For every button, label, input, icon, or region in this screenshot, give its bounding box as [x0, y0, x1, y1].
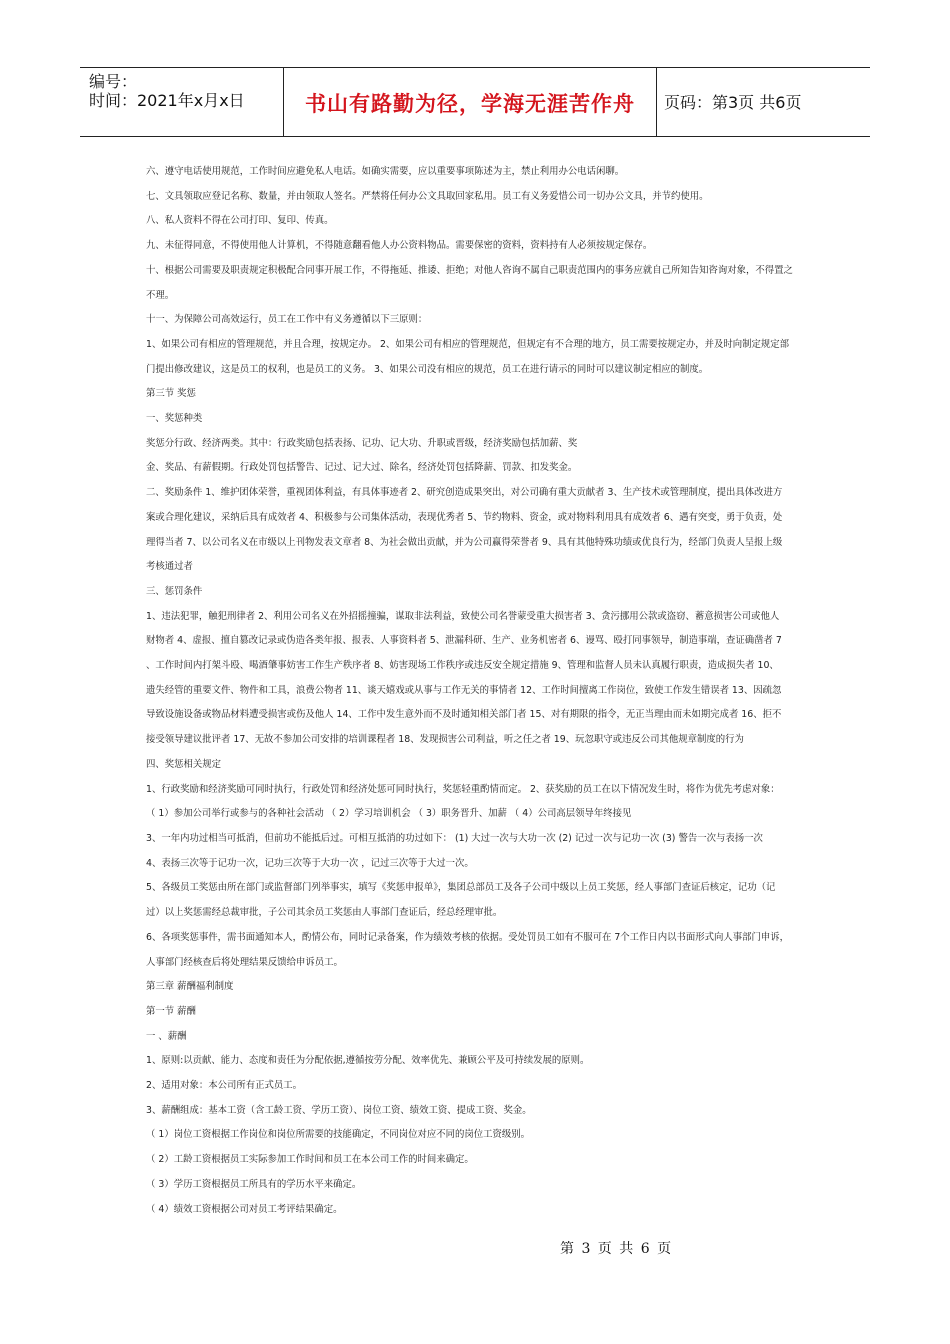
paragraph-line: （ 1）参加公司举行或参与的各种社会活动 （ 2）学习培训机会 （ 3）职务晋升、加薪 （ 4）公司高层领导年终接见: [146, 808, 632, 820]
document-number-label: 编号：: [89, 72, 138, 91]
paragraph-line: 十、根据公司需要及职责规定积极配合同事开展工作，不得拖延、推诿、拒绝；对他人咨询不属自己职责范围内的事务应就自己所知告知咨询对象，不得置之: [146, 264, 793, 276]
paragraph-line: 第三章 薪酬福利制度: [146, 981, 234, 993]
paragraph-line: 考核通过者: [146, 561, 193, 573]
paragraph-line: 奖惩分行政、经济两类。其中：行政奖励包括表扬、记功、记大功、升职或晋级，经济奖励包括加薪、奖: [146, 437, 578, 449]
paragraph-line: 一 、薪酬: [146, 1030, 187, 1042]
header-meta-cell: [80, 68, 283, 136]
paragraph-line: 门提出修改建议，这是员工的权利，也是员工的义务。 3、如果公司没有相应的规范，员工在进行请示的同时可以建议制定相应的制度。: [146, 363, 709, 375]
header-motto: 书山有路勤为径，学海无涯苦作舟: [305, 92, 635, 116]
paragraph-line: 3、一年内功过相当可抵消，但前功不能抵后过。可相互抵消的功过如下： (1) 大过一次与大功一次 (2) 记过一次与记功一次 (3) 警告一次与表扬一次: [146, 832, 763, 844]
paragraph-line: 、工作时间内打架斗殴、喝酒肇事妨害工作生产秩序者 8、妨害现场工作秩序或违反安全规定措施 9、管理和监督人员未认真履行职责，造成损失者 10、: [146, 660, 779, 672]
paragraph-line: 1、行政奖励和经济奖励可同时执行，行政处罚和经济处惩可同时执行，奖惩轻重酌情而定。 2、获奖励的员工在以下情况发生时，将作为优先考虑对象：: [146, 783, 780, 795]
document-time-label: 时间：2021年x月x日: [89, 91, 245, 110]
paragraph-line: 金、奖品、有薪假期。行政处罚包括警告、记过、记大过、除名，经济处罚包括降薪、罚款、扣发奖金。: [146, 462, 578, 474]
paragraph-line: 4、表扬三次等于记功一次，记功三次等于大功一次 ，记过三次等于大过一次。: [146, 857, 474, 869]
paragraph-line: 2、适用对象：本公司所有正式员工。: [146, 1080, 302, 1092]
paragraph-line: （ 3）学历工资根据员工所具有的学历水平来确定。: [146, 1178, 362, 1190]
paragraph-line: 三、惩罚条件: [146, 585, 203, 597]
document-header: [80, 67, 870, 137]
paragraph-line: 接受领导建议批评者 17、无故不参加公司安排的培训课程者 18、发现损害公司利益，听之任之者 19、玩忽职守或违反公司其他规章制度的行为: [146, 734, 744, 746]
paragraph-line: 理得当者 7、以公司名义在市级以上刊物发表文章者 8、为社会做出贡献，并为公司赢得荣誉者 9、具有其他特殊功绩或优良行为，经部门负责人呈报上级: [146, 536, 783, 548]
paragraph-line: 第一节 薪酬: [146, 1005, 196, 1017]
header-motto-cell: [283, 68, 657, 136]
footer-page-number: 第 3 页 共 6 页: [560, 1241, 672, 1257]
paragraph-line: 一、奖惩种类: [146, 413, 203, 425]
paragraph-line: 过）以上奖惩需经总裁审批，子公司其余员工奖惩由人事部门查证后，经总经理审批。: [146, 907, 503, 919]
paragraph-line: 六、遵守电话使用规范，工作时间应避免私人电话。如确实需要，应以重要事项陈述为主，禁止利用办公电话闲聊。: [146, 166, 625, 177]
paragraph-line: 九、未征得同意，不得使用他人计算机，不得随意翻看他人办公资料物品。需要保密的资料，资料持有人必须按规定保存。: [146, 240, 653, 252]
paragraph-line: 1、原则:以贡献、能力、态度和责任为分配依据,遵循按劳分配、效率优先、兼顾公平及可持续发展的原则。: [146, 1055, 590, 1067]
paragraph-line: 第三节 奖惩: [146, 388, 196, 400]
paragraph-line: 八、私人资料不得在公司打印、复印、传真。: [146, 215, 334, 227]
paragraph-line: 6、各项奖惩事件，需书面通知本人，酌情公布，同时记录备案，作为绩效考核的依据。受处罚员工如有不服可在 7个工作日内以书面形式向人事部门申诉，: [146, 931, 790, 943]
paragraph-line: 人事部门经核查后将处理结果反馈给申诉员工。: [146, 956, 343, 968]
paragraph-line: 1、如果公司有相应的管理规范，并且合理，按规定办。 2、如果公司有相应的管理规范，但规定有不合理的地方，员工需要按规定办，并及时向制定规定部: [146, 338, 790, 350]
paragraph-line: 导致设施设备或物品材料遭受损害或伤及他人 14、工作中发生意外而不及时通知相关部门者 15、对有期限的指令，无正当理由而未如期完成者 16、拒不: [146, 709, 782, 721]
paragraph-line: 遗失经管的重要文件、物件和工具，浪费公物者 11、谈天嬉戏或从事与工作无关的事情者 12、工作时间擅离工作岗位，致使工作发生错误者 13、因疏忽: [146, 684, 782, 696]
paragraph-line: 3、薪酬组成：基本工资（含工龄工资、学历工资）、岗位工资、绩效工资、提成工资、奖金。: [146, 1104, 532, 1116]
header-page-number: 页码：第3页 共6页: [664, 93, 802, 112]
paragraph-line: 二、奖励条件 1、维护团体荣誉，重视团体利益，有具体事迹者 2、研究创造成果突出，对公司确有重大贡献者 3、生产技术或管理制度，提出具体改进方: [146, 487, 783, 499]
paragraph-line: 案或合理化建议，采纳后具有成效者 4、积极参与公司集体活动，表现优秀者 5、节约物料、资金，或对物料利用具有成效者 6、遇有突变，勇于负责，处: [146, 511, 783, 523]
paragraph-line: （ 4）绩效工资根据公司对员工考评结果确定。: [146, 1203, 343, 1215]
paragraph-line: 七、文具领取应登记名称、数量，并由领取人签名。严禁将任何办公文具取回家私用。员工有义务爱惜公司一切办公文具，并节约使用。: [146, 190, 709, 202]
paragraph-line: 5、各级员工奖惩由所在部门或监督部门列举事实，填写《奖惩申报单》，集团总部员工及各子公司中级以上员工奖惩，经人事部门查证后核定，记功（记: [146, 882, 776, 894]
paragraph-line: 十一、为保障公司高效运行，员工在工作中有义务遵循以下三原则：: [146, 314, 428, 326]
paragraph-line: 财物者 4、虚报、擅自篡改记录或伪造各类年报、报表、人事资料者 5、泄漏科研、生产、业务机密者 6、谩骂、殴打同事领导，制造事端，查证确凿者 7: [146, 635, 782, 647]
paragraph-line: 四、奖惩相关规定: [146, 758, 222, 770]
paragraph-line: （ 1）岗位工资根据工作岗位和岗位所需要的技能确定，不同岗位对应不同的岗位工资级别。: [146, 1129, 530, 1141]
document-body: [146, 160, 806, 1222]
paragraph-line: 不理。: [146, 289, 175, 301]
header-page-cell: [656, 68, 870, 136]
paragraph-line: 1、违法犯罪，触犯刑律者 2、利用公司名义在外招摇撞骗，谋取非法利益，致使公司名誉蒙受重大损害者 3、贪污挪用公款或盗窃、蓄意损害公司或他人: [146, 610, 780, 622]
paragraph-line: （ 2）工龄工资根据员工实际参加工作时间和员工在本公司工作的时间来确定。: [146, 1154, 474, 1166]
